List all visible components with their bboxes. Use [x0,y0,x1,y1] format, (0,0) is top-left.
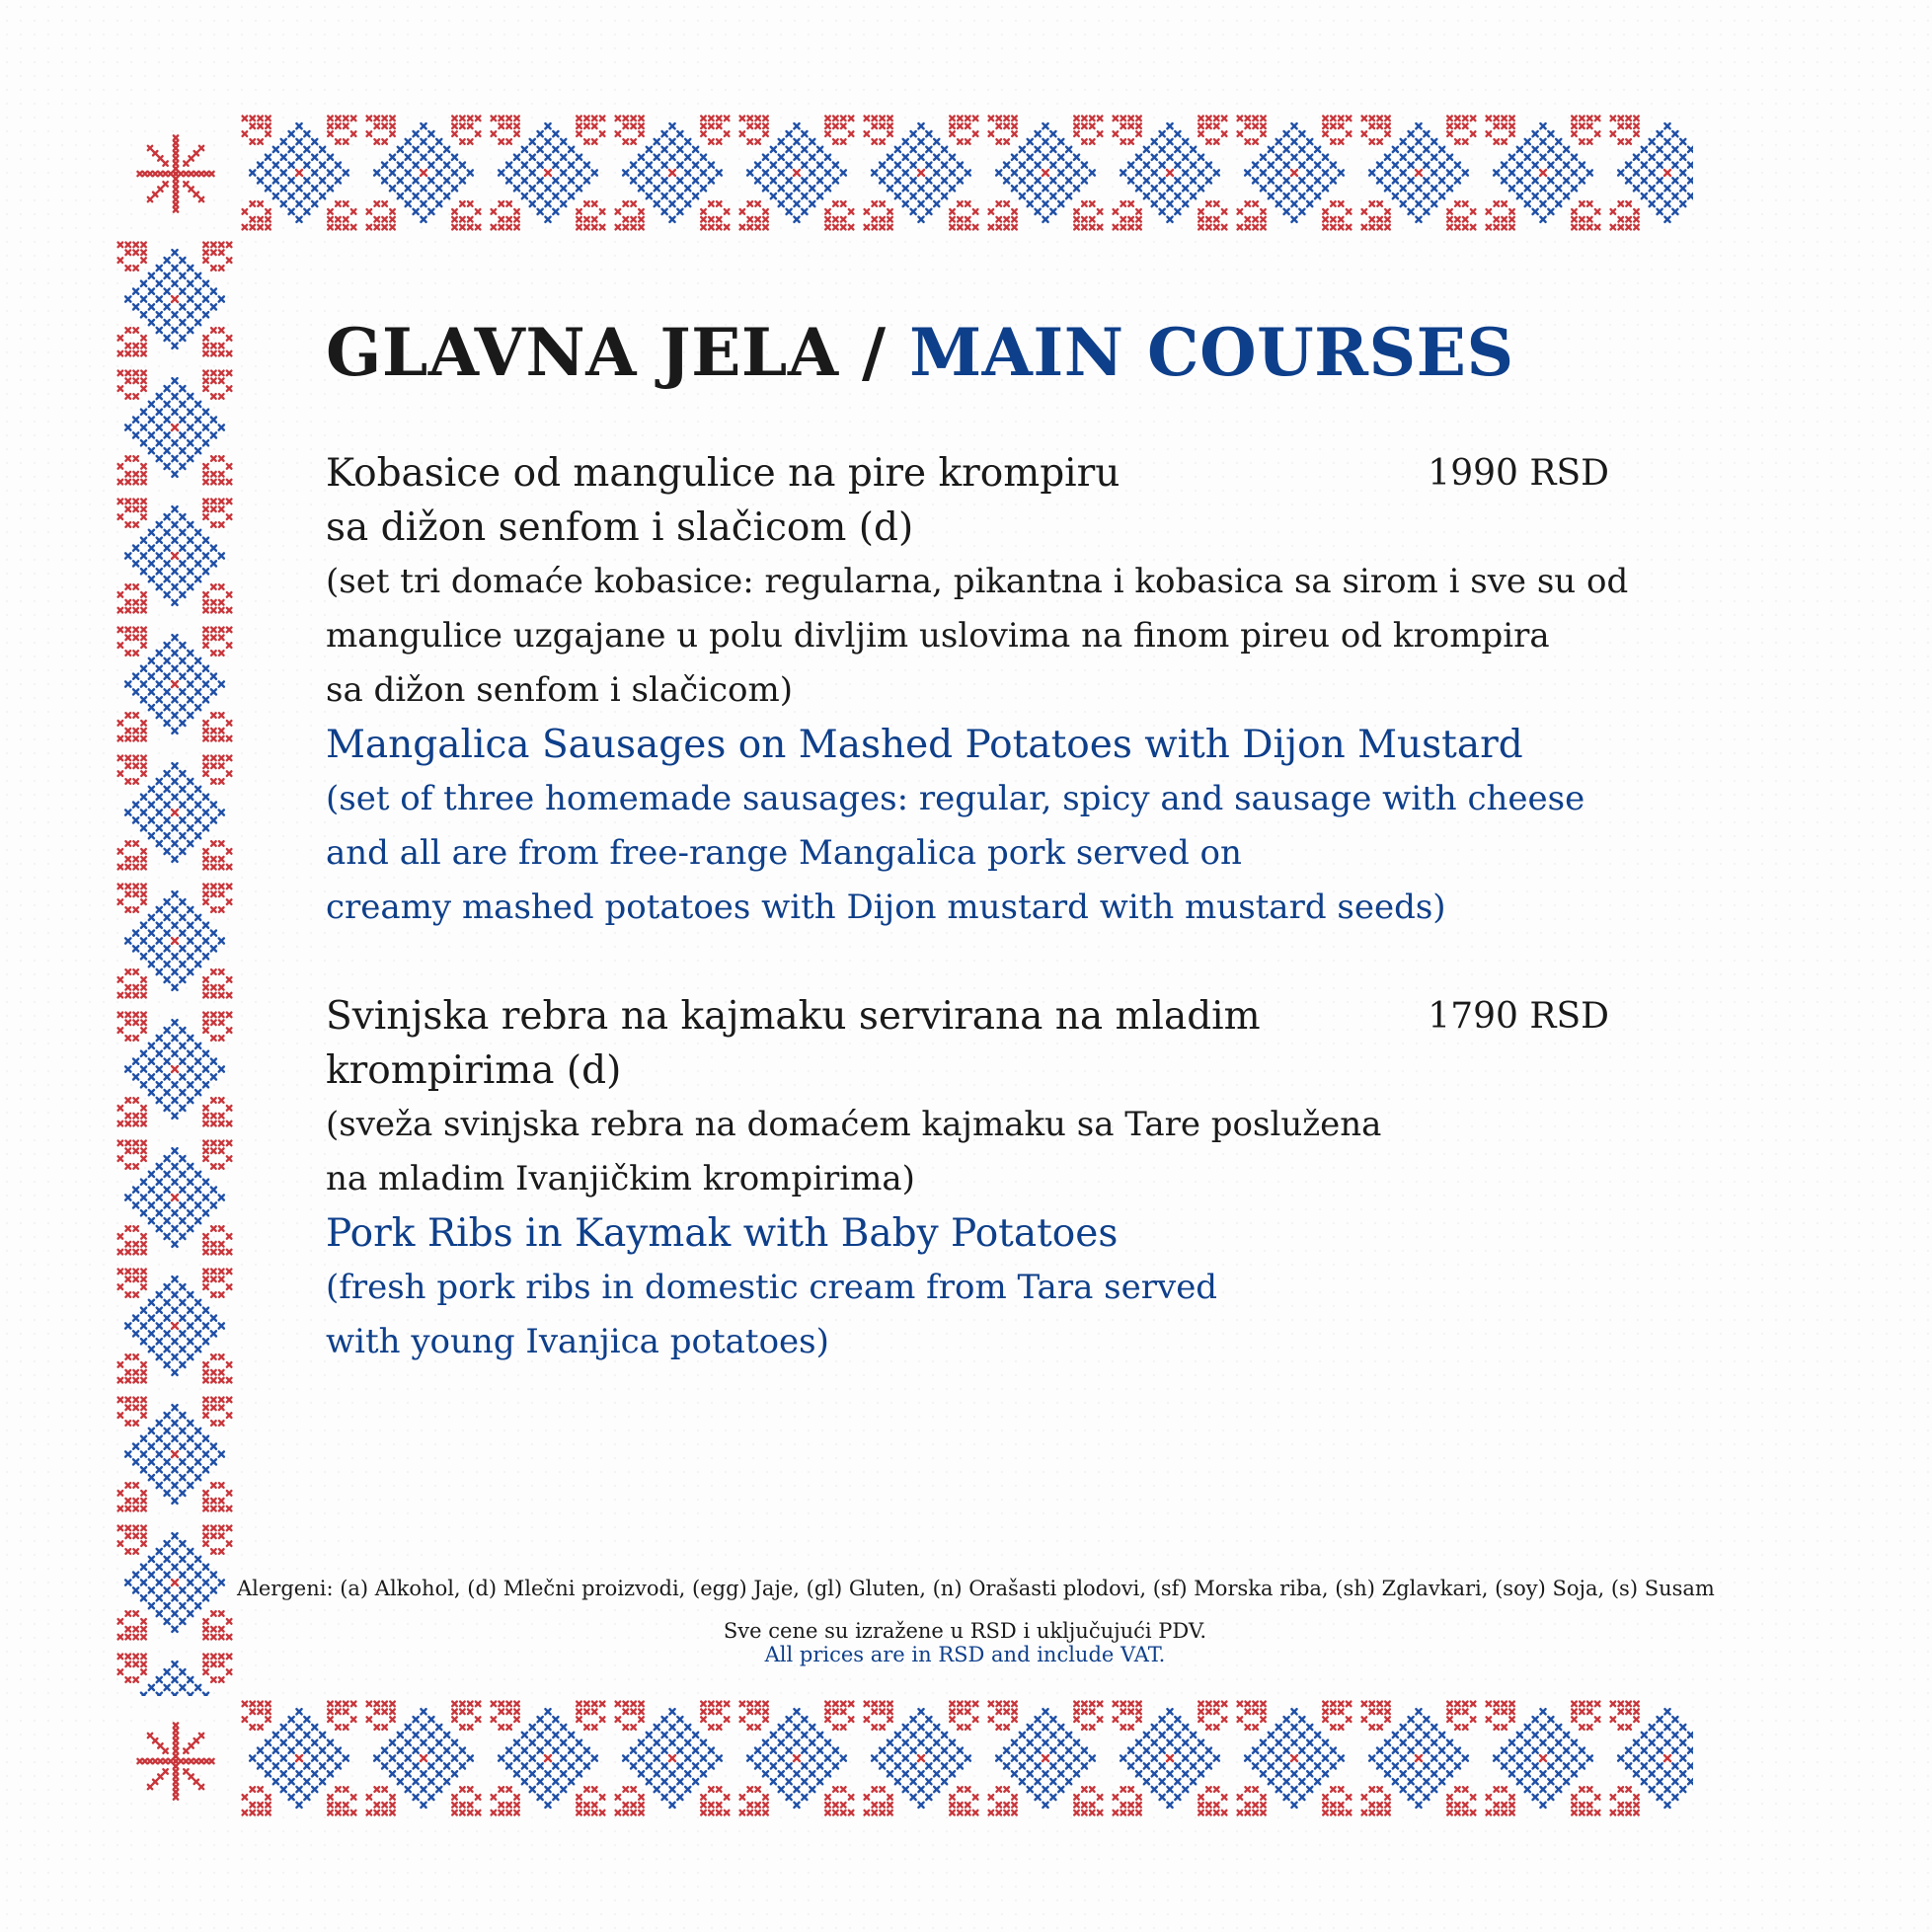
dish-name-english: Mangalica Sausages on Mashed Potatoes with Dijon Mustard [326,723,1523,767]
description-line: (set tri domaće kobasice: regularna, pikantna i kobasica sa sirom i sve su od [326,562,1629,601]
dish-description-english [326,1261,1609,1369]
cross-stitch-star-icon [130,128,221,219]
description-line-english: creamy mashed potatoes with Dijon mustard with mustard seeds) [326,888,1446,927]
menu-item-pork-ribs [326,989,1609,1369]
page-title [326,314,1514,391]
description-line-english: and all are from free-range Mangalica pork served on [326,833,1242,873]
title-serbian: GLAVNA JELA / [326,314,910,391]
description-line: na mladim Ivanjičkim krompirima) [326,1159,915,1198]
dish-description-english [326,772,1609,935]
cross-stitch-star-icon [130,1716,221,1807]
price-note-serbian: Sve cene su izražene u RSD i uključujući PDV. [723,1619,1207,1643]
description-line: (sveža svinjska rebra na domaćem kajmaku sa Tare poslužena [326,1105,1382,1144]
dish-price: 1990 RSD [1428,453,1609,494]
dish-description [326,555,1629,718]
price-note-english: All prices are in RSD and include VAT. [764,1643,1166,1666]
left-embroidery-border [111,237,239,1696]
menu-item-mangalica-sausages [326,446,1629,935]
allergens-note: Alergeni: (a) Alkohol, (d) Mlečni proizvodi, (egg) Jaje, (gl) Gluten, (n) Orašasti plodovi, (sf) Morska riba, (sh) Zglavkari, (soy) Soja, (s) Susam [237,1577,1715,1600]
dish-name-line: Svinjska rebra na kajmaku servirana na mladim krompirima (d) [326,994,1261,1093]
description-line-english: (fresh pork ribs in domestic cream from Tara served [326,1268,1218,1307]
description-line-english: with young Ivanjica potatoes) [326,1322,829,1361]
dish-price: 1790 RSD [1428,996,1609,1037]
dish-name-row [326,989,1609,1098]
description-line: mangulice uzgajane u polu divljim uslovima na finom pireu od krompira [326,616,1550,656]
dish-name-english: Pork Ribs in Kaymak with Baby Potatoes [326,1211,1119,1256]
bottom-embroidery-border [237,1696,1693,1820]
description-line-english: (set of three homemade sausages: regular, spicy and sausage with cheese [326,779,1585,818]
description-line: sa dižon senfom i slačicom) [326,670,794,710]
dish-name-line: sa dižon senfom i slačicom (d) [326,505,914,550]
dish-name-row [326,446,1609,555]
dish-description [326,1098,1609,1206]
dish-name-line: Kobasice od mangulice na pire krompiru [326,451,1121,496]
top-embroidery-border [237,111,1693,235]
title-english: MAIN COURSES [909,314,1514,391]
